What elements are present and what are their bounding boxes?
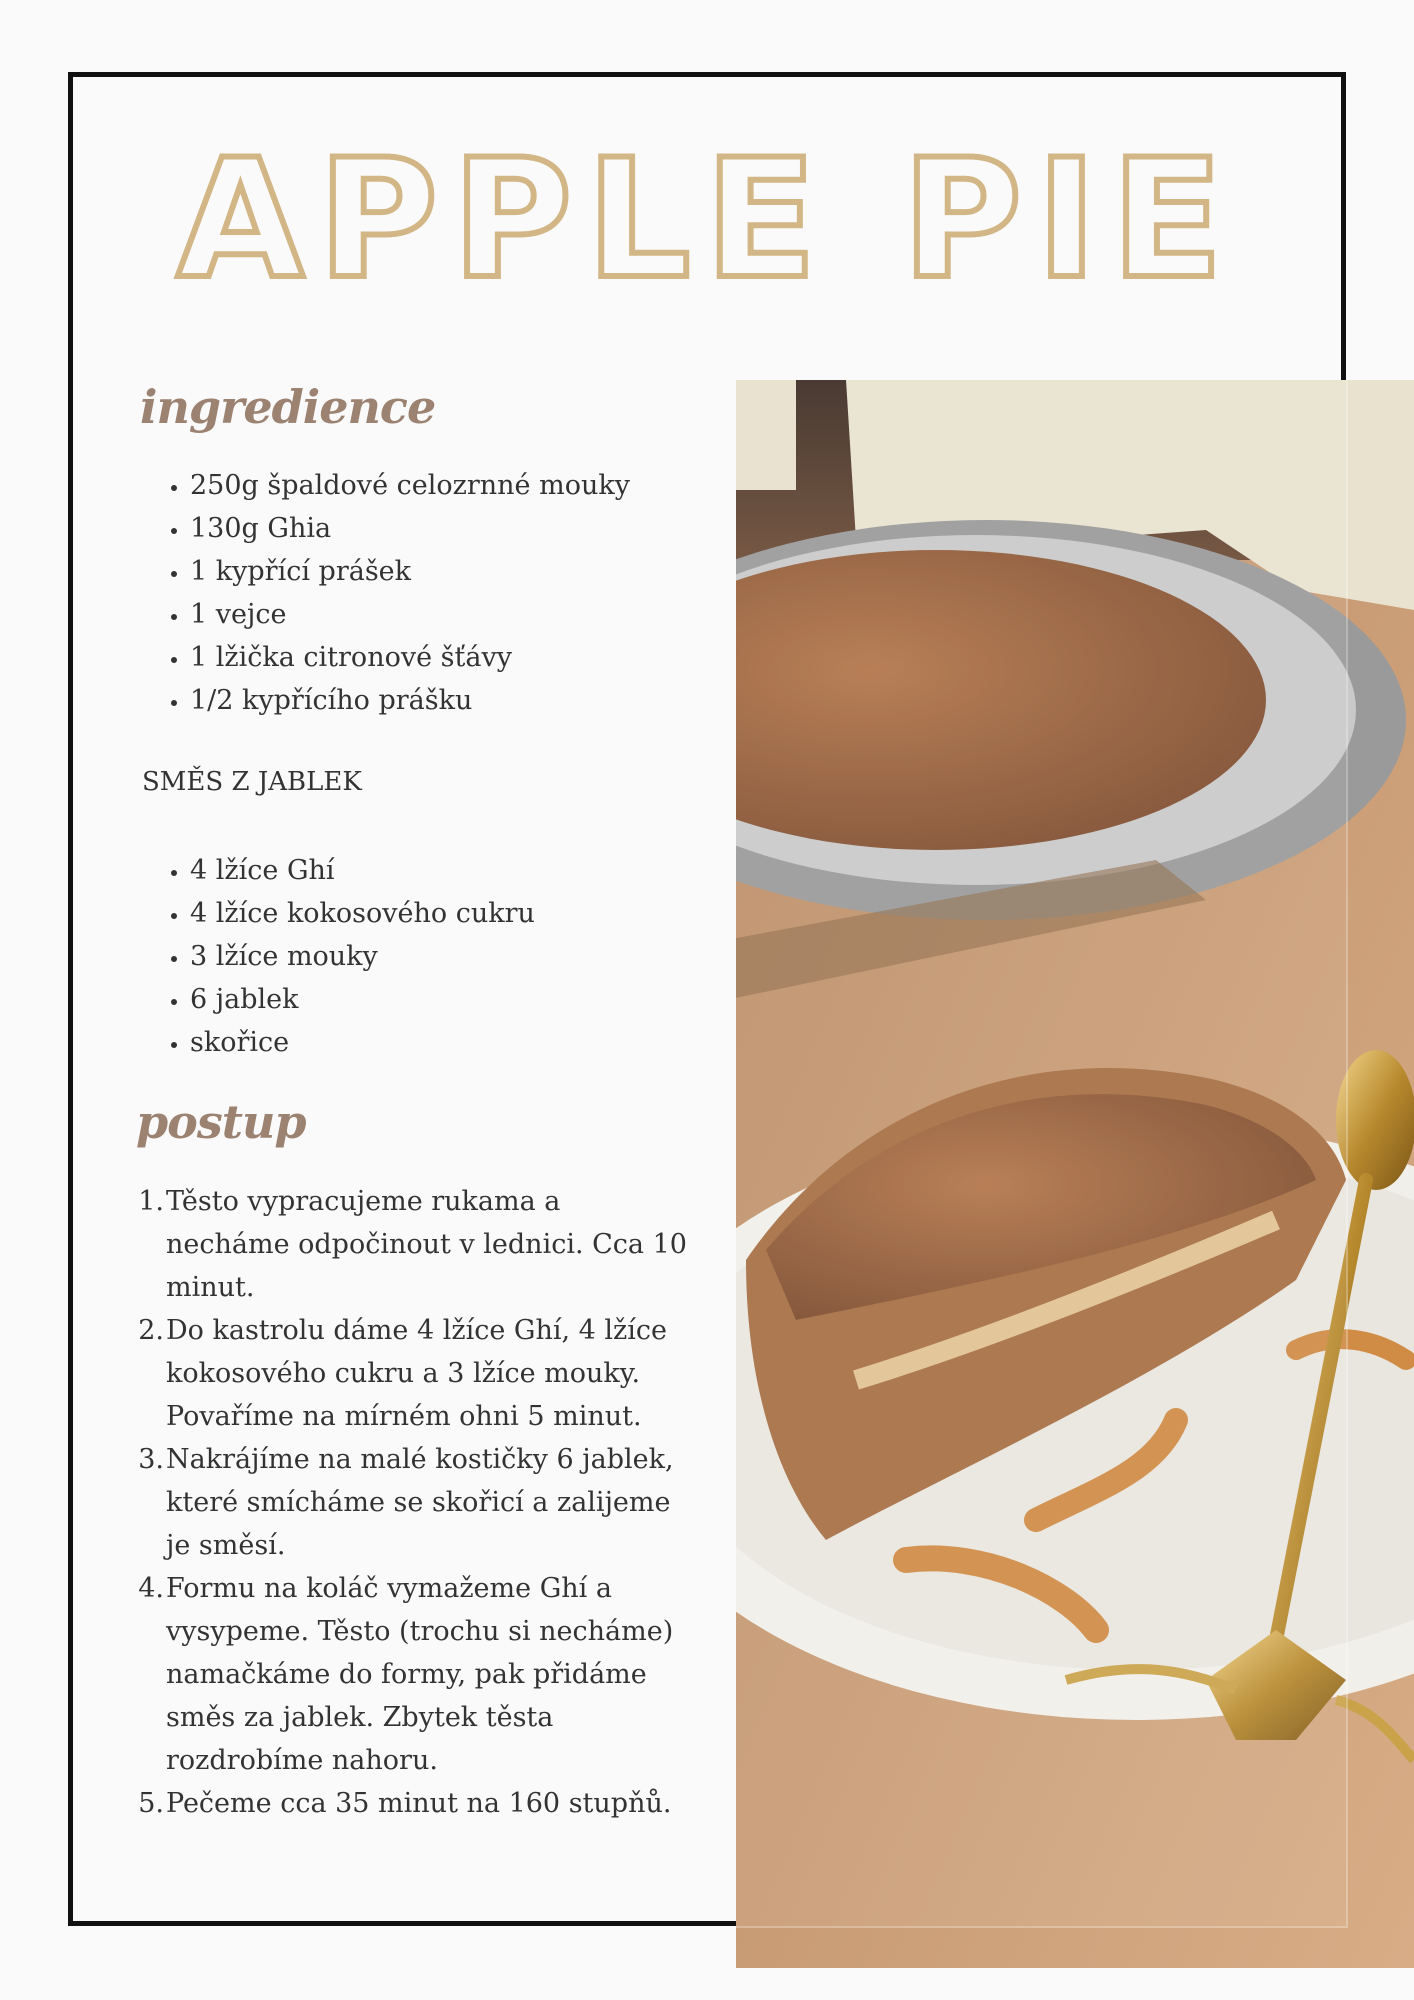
method-steps <box>130 1180 690 1825</box>
step-text: Do kastrolu dáme 4 lžíce Ghí, 4 lžíce kokosového cukru a 3 lžíce mouky. Povaříme na mírném ohni 5 minut. <box>166 1315 668 1432</box>
step-number: 5. <box>138 1788 164 1819</box>
list-item: • 4 lžíce kokosového cukru <box>190 892 535 935</box>
list-item: • 1 kypřící prášek <box>190 550 630 593</box>
list-item: • 1/2 kypřícího prášku <box>190 679 630 722</box>
list-item: • 6 jablek <box>190 978 535 1021</box>
list-item: • 1 vejce <box>190 593 630 636</box>
list-item: • 3 lžíce mouky <box>190 935 535 978</box>
recipe-title: APPLE PIE <box>176 124 1238 315</box>
step-text: Nakrájíme na malé kostičky 6 jablek, které smícháme se skořicí a zalijeme je směsí. <box>166 1444 674 1561</box>
apple-mix-list <box>140 849 535 1064</box>
apple-pie-illustration <box>736 380 1414 1968</box>
step-item <box>130 1567 690 1782</box>
step-text: Těsto vypracujeme rukama a necháme odpočinout v lednici. Cca 10 minut. <box>166 1186 687 1303</box>
ingredients-list <box>140 464 630 722</box>
list-item: • 130g Ghia <box>190 507 630 550</box>
step-item <box>130 1180 690 1309</box>
step-text: Formu na koláč vymažeme Ghí a vysypeme. Těsto (trochu si necháme) namačkáme do formy, pak přidáme směs za jablek. Zbytek těsta rozdrobíme nahoru. <box>166 1573 674 1776</box>
step-number: 2. <box>138 1315 164 1346</box>
method-heading: postup <box>136 1095 306 1149</box>
list-item: • skořice <box>190 1021 535 1064</box>
apple-pie-photo <box>736 380 1414 1968</box>
step-number: 1. <box>138 1186 164 1217</box>
step-number: 4. <box>138 1573 164 1604</box>
list-item: • 250g špaldové celozrnné mouky <box>190 464 630 507</box>
list-item: • 1 lžička citronové šťávy <box>190 636 630 679</box>
step-text: Pečeme cca 35 minut na 160 stupňů. <box>166 1788 672 1819</box>
step-number: 3. <box>138 1444 164 1475</box>
ingredients-heading: ingredience <box>140 380 436 434</box>
apple-mix-title: SMĚS Z JABLEK <box>142 767 362 797</box>
step-item <box>130 1782 690 1825</box>
list-item: • 4 lžíce Ghí <box>190 849 535 892</box>
step-item <box>130 1438 690 1567</box>
step-item <box>130 1309 690 1438</box>
